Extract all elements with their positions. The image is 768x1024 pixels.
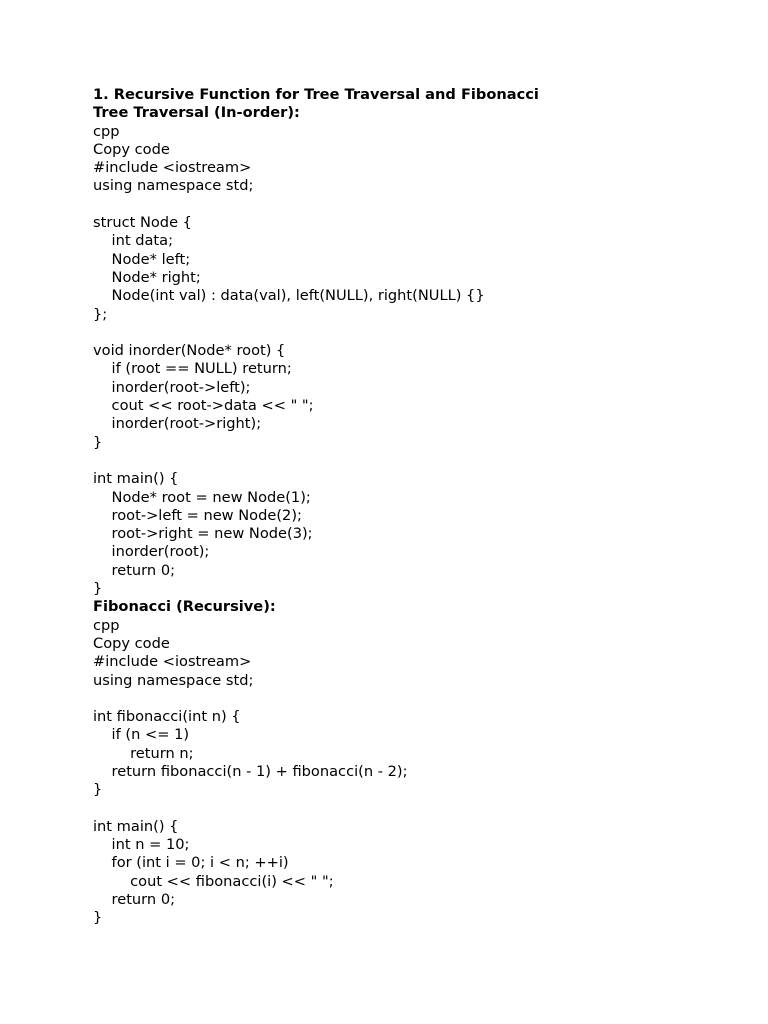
text-line: int main() {	[93, 817, 179, 835]
text-line: return fibonacci(n - 1) + fibonacci(n - 2);	[93, 762, 408, 780]
text-line: Node* left;	[93, 250, 191, 268]
text-line: int n = 10;	[93, 836, 190, 854]
text-line	[93, 196, 733, 214]
text-line: return 0;	[93, 891, 176, 909]
text-line: Node(int val) : data(val), left(NULL), right(NULL) {}	[93, 287, 485, 305]
text-line: Copy code	[93, 140, 170, 158]
section-heading: 1. Recursive Function for Tree Traversal and Fibonacci	[93, 86, 539, 103]
text-line: void inorder(Node* root) {	[93, 342, 286, 360]
text-line: #include <iostream>	[93, 653, 252, 671]
text-line: inorder(root);	[93, 543, 210, 561]
text-line: using namespace std;	[93, 671, 254, 689]
text-line: cout << root->data << " ";	[93, 397, 314, 415]
text-line: cpp	[93, 616, 120, 634]
text-line: Copy code	[93, 634, 170, 652]
text-line	[93, 690, 733, 708]
text-line: if (root == NULL) return;	[93, 360, 292, 378]
text-line	[93, 800, 733, 818]
text-line: #include <iostream>	[93, 159, 252, 177]
text-line: }	[93, 781, 103, 799]
document-body	[93, 86, 733, 928]
text-line: return n;	[93, 744, 194, 762]
text-line: struct Node {	[93, 214, 192, 232]
text-line	[93, 452, 733, 470]
text-line: root->right = new Node(3);	[93, 525, 313, 543]
text-line: return 0;	[93, 561, 176, 579]
text-line: int main() {	[93, 470, 179, 488]
text-line: using namespace std;	[93, 177, 254, 195]
text-line: inorder(root->right);	[93, 415, 262, 433]
text-line: }	[93, 580, 103, 598]
text-line: Node* right;	[93, 268, 201, 286]
section-heading: Fibonacci (Recursive):	[93, 598, 276, 616]
text-line: }	[93, 909, 103, 927]
text-line: int data;	[93, 232, 174, 250]
text-line: root->left = new Node(2);	[93, 506, 302, 524]
text-line: }	[93, 433, 103, 451]
section-heading: Tree Traversal (In-order):	[93, 104, 300, 122]
text-line: if (n <= 1)	[93, 726, 190, 744]
text-line: inorder(root->left);	[93, 378, 251, 396]
text-line: cout << fibonacci(i) << " ";	[93, 872, 334, 890]
text-line: for (int i = 0; i < n; ++i)	[93, 854, 289, 872]
text-line: };	[93, 305, 108, 323]
text-line: int fibonacci(int n) {	[93, 708, 241, 726]
text-line: cpp	[93, 122, 120, 140]
text-line	[93, 324, 733, 342]
text-line: Node* root = new Node(1);	[93, 488, 311, 506]
